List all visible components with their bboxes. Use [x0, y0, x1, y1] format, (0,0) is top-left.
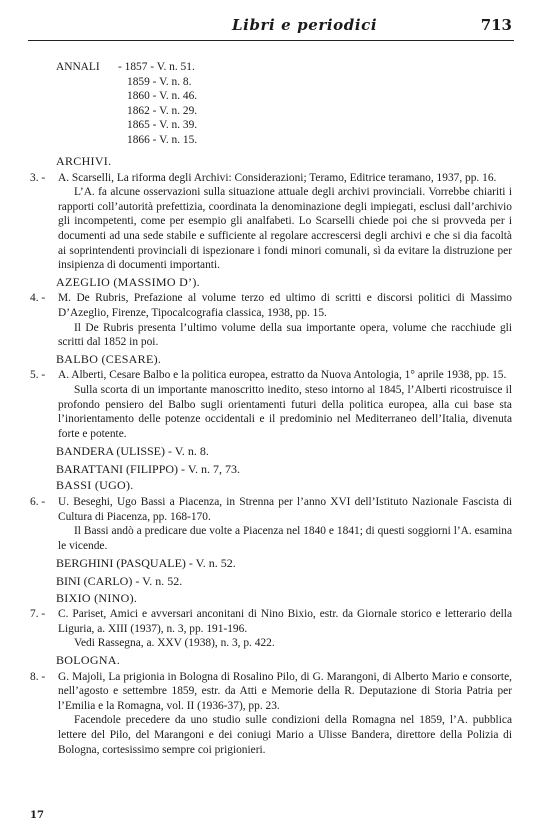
entry-citation: M. De Rubris, Prefazione al volume terzo ed ultimo di scritti e discorsi politici di Massimo D’Azeglio, Firenze, Tipocalcografia classica, 1938, pp. 15. [58, 292, 512, 319]
entry-citation: C. Pariset, Amici e avversari anconitani di Nino Bixio, estr. da Giornale storico e letterario della Liguria, a. XIII (1937), n. 3, pp. 191-196. [58, 608, 512, 635]
entry-number: 3. - [30, 171, 46, 184]
annali-row: 1860 - V. n. 46. [127, 90, 198, 103]
cross-reference: BARATTANI (FILIPPO) - V. n. 7, 73. [56, 461, 240, 476]
entry-7 [30, 607, 512, 636]
entry-text: Sulla scorta di un importante manoscritto inedito, steso intorno al 1845, l’Alberti ricostruisce il profondo pensiero del Balbo sugli orientamenti futuri della politica europea, alla cui base sta l’inorientamento delle potenze occidentali e il predominio nel Mediterraneo dell’Italia, divenuta forte e potente. [58, 383, 512, 440]
entry-number: 7. - [30, 608, 46, 621]
annali-row: 1862 - V. n. 29. [127, 104, 198, 117]
section-heading: BALBO (CESARE). [56, 351, 162, 366]
annali-block [30, 60, 512, 152]
entry-citation: G. Majoli, La prigionia in Bologna di Rosalino Pilo, di G. Marangoni, di Alberto Mario e consorte, nell’agosto e settembre 1859, estr. da Atti e Memorie della R. Deputazione di Storia Patria per l’Emilia e la Romagna, vol. II (1936-37), pp. 23. [58, 670, 512, 712]
annali-row: 1866 - V. n. 15. [127, 133, 198, 146]
annali-row: - 1857 - V. n. 51. [118, 61, 195, 73]
page-number: 713 [480, 16, 512, 34]
entry-text: Il De Rubris presenta l’ultimo volume della sua importante opera, volume che racchiude gli scritti dal 1852 in poi. [58, 321, 512, 349]
entry-8 [30, 670, 512, 714]
entry-text: Vedi Rassegna, a. XXV (1938), n. 3, p. 422. [74, 637, 275, 650]
entry-6 [30, 495, 512, 524]
entry-citation: A. Alberti, Cesare Balbo e la politica europea, estratto da Nuova Antologia, 1° aprile 1938, pp. 15. [58, 369, 507, 382]
entry-number: 8. - [30, 670, 46, 683]
cross-reference: BINI (CARLO) - V. n. 52. [56, 574, 183, 589]
entry-citation: U. Beseghi, Ugo Bassi a Piacenza, in Strenna per l’anno XVI dell’Istituto Nazionale Fascista di Cultura di Piacenza, pp. 168-170. [58, 496, 512, 523]
annali-row: 1859 - V. n. 8. [127, 75, 192, 88]
section-heading: AZEGLIO (MASSIMO D’). [56, 274, 200, 289]
entry-3 [30, 171, 512, 186]
entry-number: 4. - [30, 292, 46, 305]
entry-number: 5. - [30, 369, 46, 382]
annali-label: ANNALI [56, 61, 100, 73]
annali-rows [118, 60, 197, 148]
entry-citation: A. Scarselli, La riforma degli Archivi: Considerazioni; Teramo, Editrice teramano, 1937, pp. 16. [58, 171, 497, 184]
entry-5 [30, 368, 512, 383]
section-heading: ARCHIVI. [56, 154, 112, 168]
entry-number: 6. - [30, 496, 46, 509]
running-title: Libri e periodici [232, 16, 378, 34]
signature-mark: 17 [30, 810, 44, 821]
entry-text: L’A. fa alcune osservazioni sulla situazione attuale degli archivi provinciali. Vorrebbe chiariti i rapporti coll’autorità prefettizia, coordinata la denominazione degli impiegati, esclusi dall’archivio gli incompetenti, come per esempio gli analfabeti. Lo Scarselli chiede poi che si provveda per i documenti ad una sede stabile e sufficiente al regolare accrescersi degli archivi e che si dia facoltà ai soprintendenti provinciali di ispezionare i fondi minori comunali, sì da evitare la distruzione per insipienza di documenti importanti. [58, 186, 512, 272]
page-content [30, 60, 512, 757]
cross-reference: BERGHINI (PASQUALE) - V. n. 52. [56, 556, 236, 571]
entry-text: Il Bassi andò a predicare due volte a Piacenza nel 1840 e 1841; di questi soggiorni l’A. esamina le vicende. [58, 525, 512, 552]
entry-4 [30, 291, 512, 320]
header-rule [28, 40, 514, 41]
running-header [0, 12, 550, 38]
cross-reference: BANDERA (ULISSE) - V. n. 8. [56, 444, 209, 459]
section-heading: BASSI (UGO). [56, 478, 134, 493]
entry-text: Facendole precedere da uno studio sulle condizioni della Romagna nel 1859, l’A. pubblica lettere del Pilo, del Marangoni e dei coniugi Mario a Ulisse Bandera, direttore della Polizia di Bologna, cortesissimo sempre coi prigionieri. [58, 714, 512, 756]
annali-row: 1865 - V. n. 39. [127, 119, 198, 132]
section-heading: BOLOGNA. [56, 653, 121, 667]
section-heading: BIXIO (NINO). [56, 590, 138, 605]
